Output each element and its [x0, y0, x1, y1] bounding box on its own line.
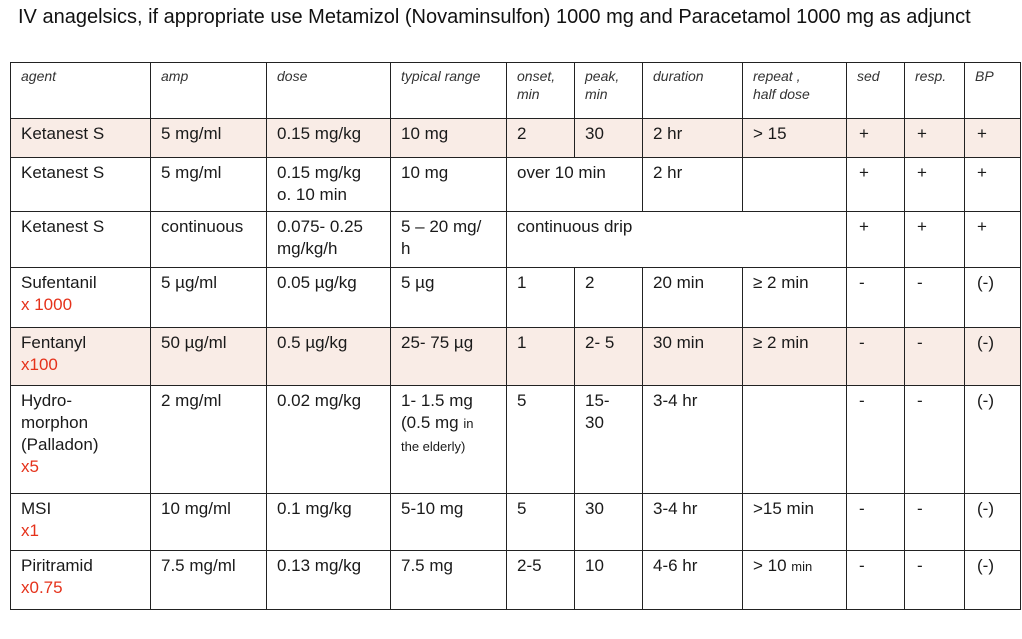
cell-bp: (-)	[965, 551, 1021, 610]
factor-label: x1	[21, 521, 39, 540]
cell-agent: Fentanyl x100	[11, 328, 151, 386]
cell-sed: -	[847, 551, 905, 610]
cell-sed: -	[847, 494, 905, 551]
cell-duration: 30 min	[643, 328, 743, 386]
page-title: IV anagelsics, if appropriate use Metamizol (Novaminsulfon) 1000 mg and Paracetamol 1000 mg as adjunct	[18, 6, 971, 28]
table-row	[11, 119, 1021, 158]
cell-peak: 15- 30	[575, 386, 643, 494]
cell-range: 10 mg	[391, 158, 507, 212]
header-sed: sed	[847, 63, 905, 119]
cell-sed: +	[847, 158, 905, 212]
cell-peak: 30	[575, 119, 643, 158]
cell-resp: -	[905, 386, 965, 494]
cell-range: 7.5 mg	[391, 551, 507, 610]
cell-duration: 2 hr	[643, 158, 743, 212]
cell-dose: 0.05 µg/kg	[267, 268, 391, 328]
cell-amp: continuous	[151, 212, 267, 268]
cell-range: 10 mg	[391, 119, 507, 158]
table-row	[11, 328, 1021, 386]
header-agent: agent	[11, 63, 151, 119]
cell-duration: 4-6 hr	[643, 551, 743, 610]
cell-bp: +	[965, 119, 1021, 158]
cell-repeat: >15 min	[743, 494, 847, 551]
cell-repeat	[743, 158, 847, 212]
cell-onset: 5	[507, 386, 575, 494]
cell-resp: +	[905, 119, 965, 158]
cell-agent: Sufentanil x 1000	[11, 268, 151, 328]
cell-onset: 5	[507, 494, 575, 551]
table-row	[11, 212, 1021, 268]
cell-onset-peak: over 10 min	[507, 158, 643, 212]
cell-resp: -	[905, 494, 965, 551]
header-duration: duration	[643, 63, 743, 119]
table-row	[11, 551, 1021, 610]
cell-amp: 50 µg/ml	[151, 328, 267, 386]
header-onset: onset, min	[507, 63, 575, 119]
header-repeat: repeat , half dose	[743, 63, 847, 119]
cell-duration: 3-4 hr	[643, 386, 743, 494]
cell-agent: Piritramid x0.75	[11, 551, 151, 610]
cell-amp: 5 mg/ml	[151, 158, 267, 212]
cell-resp: -	[905, 328, 965, 386]
header-dose: dose	[267, 63, 391, 119]
cell-range: 5 – 20 mg/ h	[391, 212, 507, 268]
cell-amp: 5 µg/ml	[151, 268, 267, 328]
header-bp: BP	[965, 63, 1021, 119]
cell-repeat: > 15	[743, 119, 847, 158]
cell-agent: Ketanest S	[11, 158, 151, 212]
factor-label: x100	[21, 355, 58, 374]
cell-agent: Ketanest S	[11, 119, 151, 158]
cell-range: 1- 1.5 mg (0.5 mg in the elderly)	[391, 386, 507, 494]
analgesics-table	[10, 62, 1021, 610]
cell-repeat: ≥ 2 min	[743, 328, 847, 386]
cell-sed: -	[847, 268, 905, 328]
cell-agent: MSI x1	[11, 494, 151, 551]
cell-bp: (-)	[965, 328, 1021, 386]
cell-amp: 10 mg/ml	[151, 494, 267, 551]
cell-amp: 2 mg/ml	[151, 386, 267, 494]
cell-dose: 0.5 µg/kg	[267, 328, 391, 386]
cell-sed: -	[847, 386, 905, 494]
cell-range: 5-10 mg	[391, 494, 507, 551]
header-peak: peak, min	[575, 63, 643, 119]
cell-dose: 0.075- 0.25 mg/kg/h	[267, 212, 391, 268]
cell-agent: Hydro- morphon (Palladon) x5	[11, 386, 151, 494]
cell-resp: -	[905, 268, 965, 328]
cell-peak: 2- 5	[575, 328, 643, 386]
cell-continuous-drip: continuous drip	[507, 212, 847, 268]
cell-dose: 0.13 mg/kg	[267, 551, 391, 610]
cell-resp: +	[905, 158, 965, 212]
cell-range: 5 µg	[391, 268, 507, 328]
cell-resp: -	[905, 551, 965, 610]
header-row	[11, 63, 1021, 119]
cell-onset: 1	[507, 328, 575, 386]
header-typical-range: typical range	[391, 63, 507, 119]
cell-amp: 5 mg/ml	[151, 119, 267, 158]
table-row	[11, 386, 1021, 494]
cell-duration: 20 min	[643, 268, 743, 328]
cell-duration: 3-4 hr	[643, 494, 743, 551]
cell-range: 25- 75 µg	[391, 328, 507, 386]
cell-bp: +	[965, 158, 1021, 212]
cell-peak: 10	[575, 551, 643, 610]
cell-repeat: ≥ 2 min	[743, 268, 847, 328]
cell-duration: 2 hr	[643, 119, 743, 158]
cell-sed: +	[847, 119, 905, 158]
cell-agent: Ketanest S	[11, 212, 151, 268]
header-resp: resp.	[905, 63, 965, 119]
cell-dose: 0.02 mg/kg	[267, 386, 391, 494]
cell-repeat	[743, 386, 847, 494]
cell-bp: (-)	[965, 494, 1021, 551]
header-amp: amp	[151, 63, 267, 119]
cell-amp: 7.5 mg/ml	[151, 551, 267, 610]
cell-dose: 0.15 mg/kg	[267, 119, 391, 158]
cell-dose: 0.15 mg/kg o. 10 min	[267, 158, 391, 212]
factor-label: x5	[21, 457, 39, 476]
factor-label: x 1000	[21, 295, 73, 314]
cell-onset: 2-5	[507, 551, 575, 610]
cell-bp: +	[965, 212, 1021, 268]
cell-dose: 0.1 mg/kg	[267, 494, 391, 551]
cell-bp: (-)	[965, 268, 1021, 328]
cell-onset: 2	[507, 119, 575, 158]
cell-sed: -	[847, 328, 905, 386]
cell-peak: 2	[575, 268, 643, 328]
table-row	[11, 268, 1021, 328]
cell-peak: 30	[575, 494, 643, 551]
factor-label: x0.75	[21, 578, 63, 597]
table-row	[11, 158, 1021, 212]
cell-sed: +	[847, 212, 905, 268]
cell-bp: (-)	[965, 386, 1021, 494]
cell-resp: +	[905, 212, 965, 268]
cell-repeat: > 10 min	[743, 551, 847, 610]
table-row	[11, 494, 1021, 551]
cell-onset: 1	[507, 268, 575, 328]
